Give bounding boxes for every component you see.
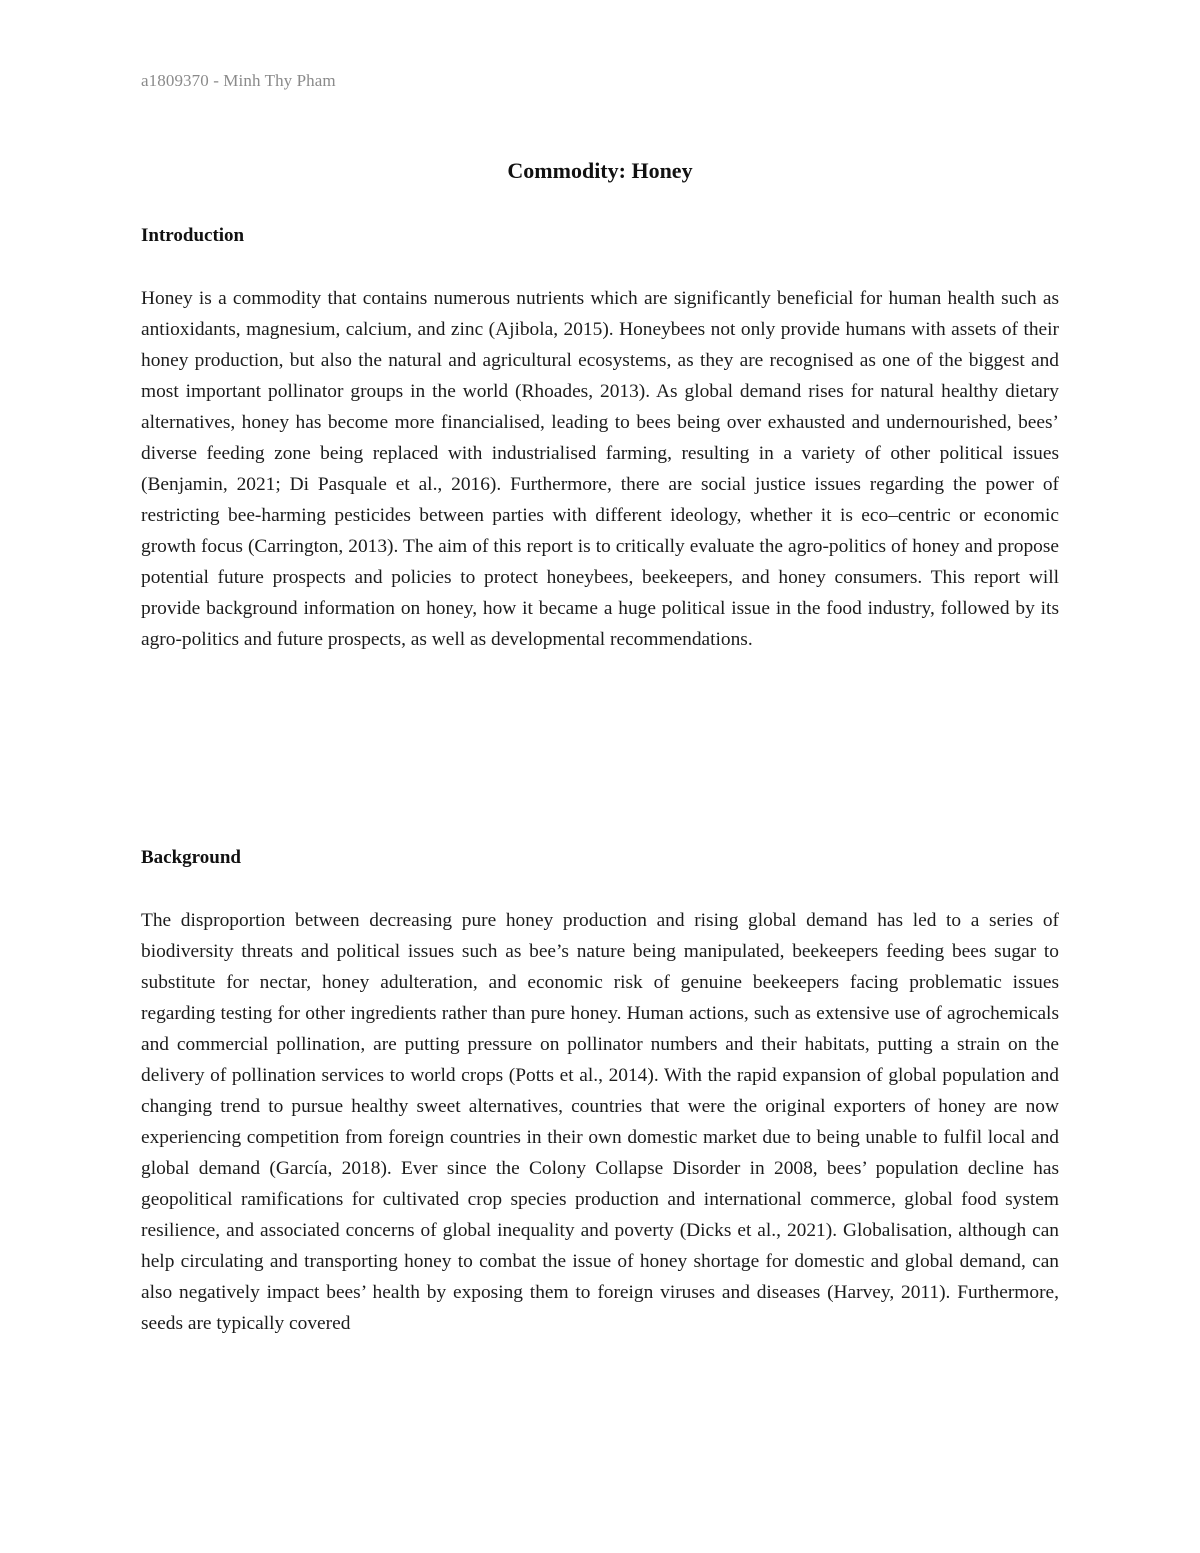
page-title: Commodity: Honey (507, 158, 693, 183)
background-heading: Background (141, 847, 241, 868)
background-paragraph: The disproportion between decreasing pure honey production and rising global demand has led to a series of biodiversity threats and political issues such as bee’s nature being manipulated, beekeepers feeding bees sugar to substitute for nectar, honey adulteration, and economic risk of genuine beekeepers facing problematic issues regarding testing for other ingredients rather than pure honey. Human actions, such as extensive use of agrochemicals and commercial pollination, are putting pressure on pollinator numbers and their habitats, putting a strain on the delivery of pollination services to world crops (Potts et al., 2014). With the rapid expansion of global population and changing trend to pursue healthy sweet alternatives, countries that were the original exporters of honey are now experiencing competition from foreign countries in their own domestic market due to being unable to fulfil local and global demand (García, 2018). Ever since the Colony Collapse Disorder in 2008, bees’ population decline has geopolitical ramifications for cultivated crop species production and international commerce, global food system resilience, and associated concerns of global inequality and poverty (Dicks et al., 2021). Globalisation, although can help circulating and transporting honey to combat the issue of honey shortage for domestic and global demand, can also negatively impact bees’ health by exposing them to foreign viruses and diseases (Harvey, 2011). Furthermore, seeds are typically covered (141, 910, 1059, 1334)
introduction-heading: Introduction (141, 225, 245, 246)
introduction-paragraph: Honey is a commodity that contains numerous nutrients which are significantly beneficial for human health such as antioxidants, magnesium, calcium, and zinc (Ajibola, 2015). Honeybees not only provide humans with assets of their honey production, but also the natural and agricultural ecosystems, as they are recognised as one of the biggest and most important pollinator groups in the world (Rhoades, 2013). As global demand rises for natural healthy dietary alternatives, honey has become more financialised, leading to bees being over exhausted and undernourished, bees’ diverse feeding zone being replaced with industrialised farming, resulting in a variety of other political issues (Benjamin, 2021; Di Pasquale et al., 2016). Furthermore, there are social justice issues regarding the power of restricting bee-harming pesticides between parties with different ideology, whether it is eco–centric or economic growth focus (Carrington, 2013). The aim of this report is to critically evaluate the agro-politics of honey and propose potential future prospects and policies to protect honeybees, beekeepers, and honey consumers. This report will provide background information on honey, how it became a huge political issue in the food industry, followed by its agro-politics and future prospects, as well as developmental recommendations. (141, 288, 1059, 650)
author-header: a1809370 - Minh Thy Pham (141, 71, 336, 90)
